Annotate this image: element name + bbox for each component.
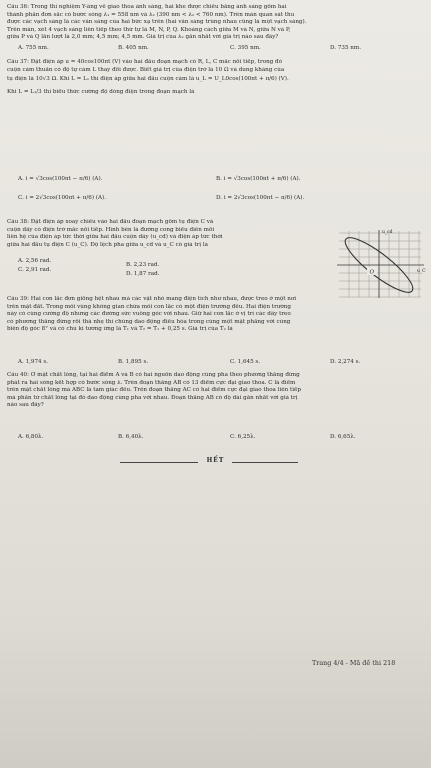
question-38 [7, 219, 329, 249]
q36-line: được các vạch sáng là các vân sáng của hai bức xạ trên (hai vân sáng trùng nhau cũng là một vạch sáng). [7, 19, 307, 26]
q39-line: trên mặt đất. Trong mỗi vùng không gian chứa mỗi con lắc có một điện trường đều. Hai điện trường [7, 303, 291, 310]
q36-option-b: B. 405 nm. [118, 45, 149, 51]
q40-line: Câu 40: Ở mặt chất lỏng, tại hai điểm A và B có hai nguồn dao động cùng pha theo phương thẳng đứng [7, 372, 300, 378]
q37-line: Khi L = L₁/3 thì biểu thức cường độ dòng điện trong đoạn mạch là [7, 88, 195, 95]
q37-option-c: C. i = 2√3cos(100πt + π/6) (A). [18, 195, 107, 201]
graph-grid [339, 231, 421, 297]
q40-option-c: C. 6,25λ. [230, 434, 256, 440]
question-37 [7, 59, 427, 96]
question-39 [7, 296, 427, 334]
q38-option-b: B. 2,23 rad. [126, 262, 160, 268]
q40-option-b: B. 6,40λ. [118, 434, 144, 440]
q40-option-d: D. 6,65λ. [330, 434, 356, 440]
q36-option-d: D. 735 nm. [330, 45, 361, 51]
q38-line: liên hệ của điện áp tức thời giữa hai đầu cuộn dây (u_cd) và điện áp tức thời [7, 234, 223, 241]
graph-origin-label: O [369, 269, 375, 276]
q37-line: cuộn cảm thuần có độ tự cảm L thay đổi được. Biết giá trị của điện trở là 10 Ω và dung kháng của [7, 66, 285, 73]
q38-graph [331, 227, 427, 299]
q39-line: có phương thẳng đứng rồi thả nhẹ thì chúng dao động điều hòa trong cùng một mặt phẳng với cùng [7, 318, 291, 325]
q37-line: Câu 37: Đặt điện áp u = 40cos100πt (V) vào hai đầu đoạn mạch có R, L, C mắc nối tiếp, trong đó [7, 59, 282, 65]
q36-line: Câu 36: Trong thí nghiệm Y-âng về giao thoa ánh sáng, hai khe được chiếu bằng ánh sáng gồm hai [7, 4, 287, 10]
q39-option-d: D. 2,274 s. [330, 359, 361, 365]
q40-line: phát ra hai sóng kết hợp có bước sóng λ. Trên đoạn thẳng AB có 13 điểm cực đại giao thoa. C là điểm [7, 379, 296, 386]
q36-option-c: C. 395 nm. [230, 45, 261, 51]
q39-line: biên độ góc 8° và có chu kì tương ứng là T₁ và T₂ = T₁ + 0,25 s. Giá trị của T₂ là [7, 326, 233, 333]
question-36 [7, 4, 427, 42]
q37-option-d: D. i = 2√3cos(100πt − π/6) (A). [216, 195, 305, 201]
q38-line: giữa hai đầu tụ điện C (u_C). Độ lệch pha giữa u_cd và u_C có giá trị là [7, 241, 208, 248]
graph-y-label: u_cd [382, 230, 393, 235]
q40-line: trên mặt chất lỏng mà ABC là tam giác đều. Trên đoạn thẳng AC có hai điểm cực đại giao thoa liên tiếp [7, 387, 301, 394]
q36-line: Trên màn, xét 4 vạch sáng liên tiếp theo thứ tự là M, N, P, Q. Khoảng cách giữa M và N, giữa N và P, [7, 26, 291, 33]
q40-line: mà phần tử chất lỏng tại đó dao động cùng pha với nhau. Đoạn thẳng AB có độ dài gần nhất với giá trị [7, 394, 298, 401]
q39-line: này có cùng cường độ nhưng các đường sức vuông góc với nhau. Giữ hai con lắc ở vị trí các dây treo [7, 311, 291, 318]
q38-option-a: A. 2,56 rad. [18, 258, 52, 264]
q39-option-c: C. 1,645 s. [230, 359, 261, 365]
q40-option-a: A. 6,80λ. [18, 434, 44, 440]
end-dash-right [232, 462, 298, 463]
q38-line: cuộn dây có điện trở mắc nối tiếp. Hình bên là đường cong biểu diễn mối [7, 226, 215, 233]
q40-line: nào sau đây? [7, 402, 44, 409]
q37-line: tụ điện là 10√3 Ω. Khi L = L₁ thì điện áp giữa hai đầu cuộn cảm là u_L = U_L0cos(100πt + π/6) (V). [7, 76, 289, 83]
page-footer: Trang 4/4 - Mã đề thi 218 [312, 659, 396, 667]
q36-line: thành phần đơn sắc có bước sóng λ₁ = 558 nm và λ₂ (390 nm < λ₂ < 760 nm). Trên màn quan sát thu [7, 11, 295, 18]
q37-option-b: B. i = √3cos(100πt + π/6) (A). [216, 176, 301, 182]
q39-line: Câu 39: Hai con lắc đơn giống hệt nhau mà các vật nhỏ mang điện tích như nhau, được treo ở một nơi [7, 296, 297, 302]
q37-option-a: A. i = √3cos(100πt − π/6) (A). [18, 176, 103, 182]
q36-option-a: A. 755 nm. [18, 45, 49, 51]
graph-x-label: u_C [417, 269, 426, 274]
q38-option-d: D. 1,87 rad. [126, 271, 160, 277]
q36-line: giữa P và Q lần lượt là 2,0 mm; 4,5 mm; 4,5 mm. Giá trị của λ₂ gần nhất với giá trị nào sau đây? [7, 34, 279, 41]
end-title: HẾT [206, 457, 225, 464]
question-40 [7, 372, 427, 410]
q39-option-b: B. 1,895 s. [118, 359, 149, 365]
q39-option-a: A. 1,974 s. [18, 359, 49, 365]
q38-option-c: C. 2,91 rad. [18, 267, 52, 273]
q38-line: Câu 38: Đặt điện áp xoay chiều vào hai đầu đoạn mạch gồm tụ điện C và [7, 219, 214, 225]
